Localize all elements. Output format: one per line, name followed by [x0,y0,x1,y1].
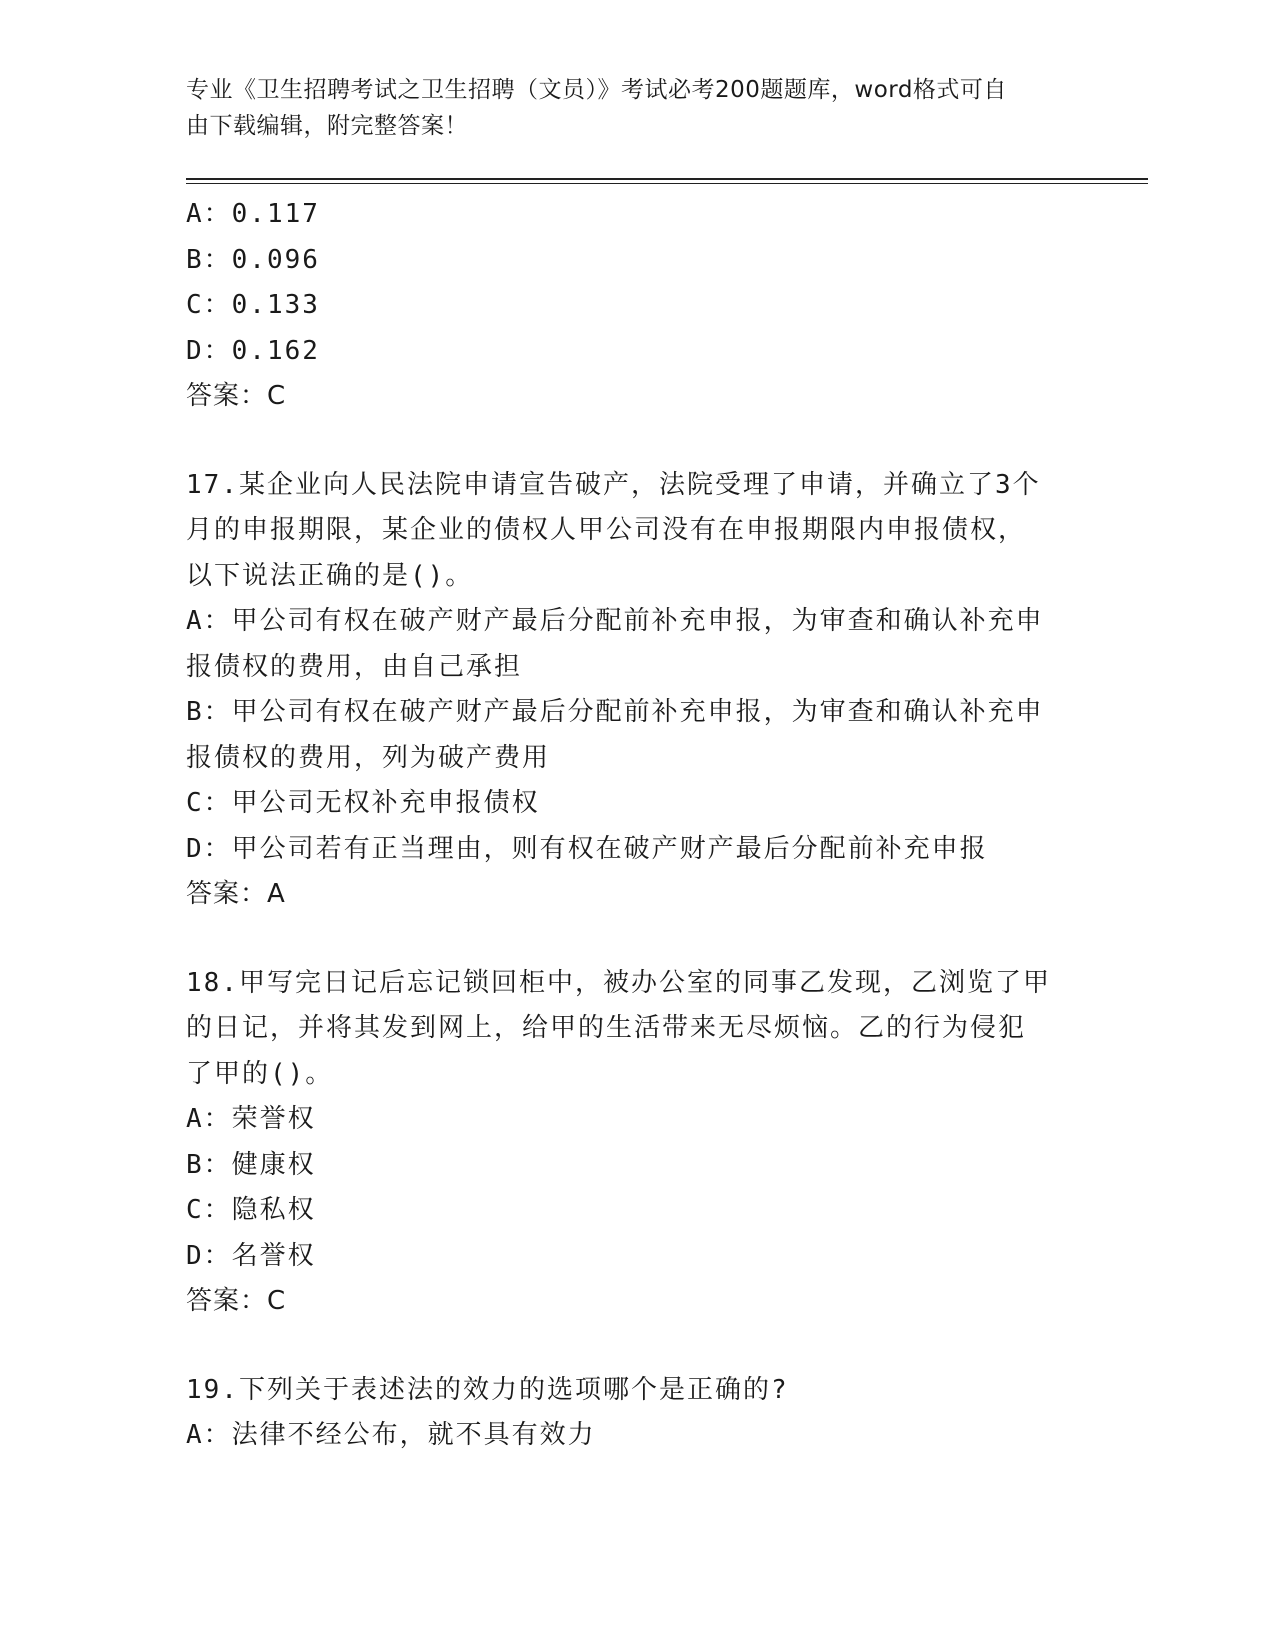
option-a: A：0.117 [186,199,320,229]
header-rule-thick [186,178,1148,180]
option-c: C：0.133 [186,290,320,320]
option-d: D：名誉权 [186,1240,316,1271]
answer: 答案：A [186,879,286,909]
question-stem-line: 月的申报期限，某企业的债权人甲公司没有在申报期限内申报债权， [186,515,1027,545]
option-b: B：甲公司有权在破产财产最后分配前补充申报，为审查和确认补充申 [186,697,1044,727]
question-19 [186,1368,1066,1459]
option-b: B：0.096 [186,244,320,275]
option-d: D：0.162 [186,335,320,366]
option-b-continued: 报债权的费用，列为破产费用 [186,742,551,773]
question-stem-line: 以下说法正确的是()。 [186,560,474,591]
spacer [186,1325,1066,1368]
spacer [186,420,1066,463]
question-list [186,192,1066,1459]
document-header [186,72,1066,144]
question-18 [186,961,1066,1325]
option-d: D：甲公司若有正当理由，则有权在破产财产最后分配前补充申报 [186,833,988,864]
question-stem-line: 的日记，并将其发到网上，给甲的生活带来无尽烦恼。乙的行为侵犯 [186,1013,1027,1043]
question-stem-line: 19.下列关于表述法的效力的选项哪个是正确的? [186,1374,789,1405]
question-stem-line: 18.甲写完日记后忘记锁回柜中，被办公室的同事乙发现，乙浏览了甲 [186,967,1051,998]
question-stem-line: 了甲的()。 [186,1058,334,1089]
question-stem-line: 17.某企业向人民法院申请宣告破产，法院受理了申请，并确立了3个 [186,469,1041,500]
question-16 [186,192,1066,420]
spacer [186,918,1066,961]
header-line-2: 由下载编辑，附完整答案！ [186,113,468,139]
question-17 [186,463,1066,918]
option-a: A：荣誉权 [186,1104,316,1134]
option-a: A：甲公司有权在破产财产最后分配前补充申报，为审查和确认补充申 [186,606,1044,636]
option-a-continued: 报债权的费用，由自己承担 [186,651,523,682]
option-a: A：法律不经公布，就不具有效力 [186,1420,596,1450]
option-c: C：隐私权 [186,1195,316,1225]
option-b: B：健康权 [186,1149,316,1180]
option-c: C：甲公司无权补充申报债权 [186,788,540,818]
header-line-1: 专业《卫生招聘考试之卫生招聘（文员）》考试必考200题题库，word格式可自 [186,77,1007,103]
answer: 答案：C [186,381,287,411]
answer: 答案：C [186,1286,287,1316]
header-rule-thin [186,183,1148,184]
